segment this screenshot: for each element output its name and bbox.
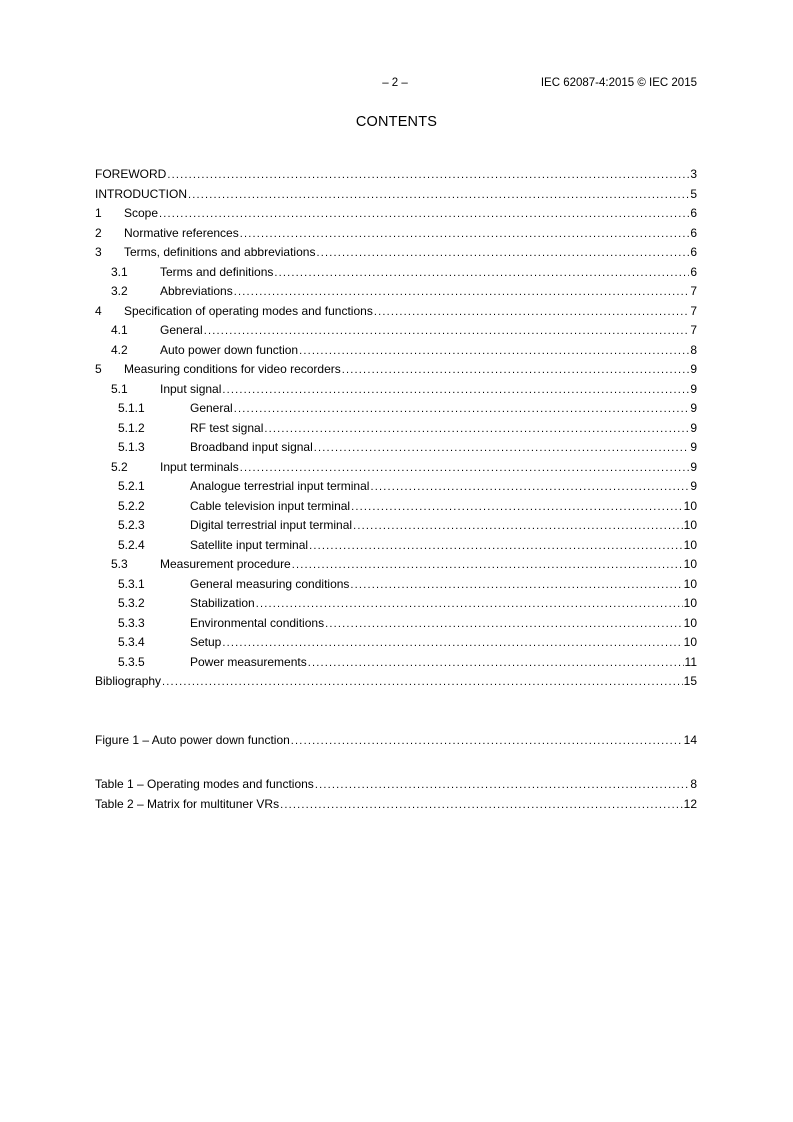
dot-leader: [240, 459, 690, 479]
page-title: CONTENTS: [355, 114, 438, 130]
toc-entry[interactable]: [95, 477, 697, 497]
toc-entry-label: Measuring conditions for video recorders: [124, 360, 342, 380]
toc-entry-label: Input signal: [160, 380, 222, 400]
toc-entry[interactable]: [95, 633, 697, 653]
toc-entry-number: 4.2: [111, 342, 128, 357]
toc-entry-label: Environmental conditions: [190, 614, 325, 634]
toc-entry[interactable]: [95, 360, 697, 380]
toc-entry-page: 9: [690, 479, 697, 493]
table-of-contents: [95, 165, 697, 692]
toc-entry-label: Setup: [190, 633, 222, 653]
list-of-tables: [95, 775, 697, 814]
dot-leader: [274, 264, 689, 284]
toc-entry-label: General: [160, 321, 204, 341]
toc-entry-page: 9: [690, 362, 697, 376]
toc-entry-page: 10: [683, 596, 697, 610]
toc-entry-label: Abbreviations: [160, 282, 234, 302]
toc-entry-number: 5.3.2: [118, 596, 145, 610]
toc-entry-number: 5.3.1: [118, 576, 145, 591]
toc-entry[interactable]: [95, 775, 697, 795]
toc-entry-label: Specification of operating modes and functions: [124, 302, 374, 322]
toc-entry-label: Measurement procedure: [160, 555, 292, 575]
toc-entry[interactable]: [95, 224, 697, 244]
document-reference: IEC 62087-4:2015 © IEC 2015: [540, 77, 697, 89]
toc-entry[interactable]: [95, 282, 697, 302]
toc-entry-page: 8: [690, 342, 697, 357]
toc-entry-page: 7: [690, 323, 697, 337]
dot-leader: [204, 322, 690, 342]
toc-entry-number: 5.1.1: [118, 401, 145, 415]
toc-entry-number: 3.1: [111, 264, 128, 279]
toc-entry[interactable]: [95, 204, 697, 224]
page-number: – 2 –: [382, 77, 408, 89]
toc-entry-page: 8: [690, 777, 697, 791]
toc-entry-label: Analogue terrestrial input terminal: [190, 477, 370, 497]
toc-entry-number: 3.2: [111, 284, 128, 298]
toc-entry-number: 4.1: [111, 323, 128, 337]
toc-entry-page: 10: [683, 537, 697, 552]
dot-leader: [353, 517, 683, 537]
dot-leader: [234, 400, 690, 420]
dot-leader: [292, 556, 683, 576]
toc-entry-number: 3: [95, 245, 102, 259]
toc-entry[interactable]: [95, 438, 697, 458]
toc-entry-label: Terms, definitions and abbreviations: [124, 243, 316, 263]
dot-leader: [315, 776, 690, 796]
toc-entry-number: 5.2.3: [118, 518, 145, 532]
toc-entry-label: Normative references: [124, 224, 240, 244]
toc-entry[interactable]: [95, 795, 697, 815]
toc-entry-number: 5.3.3: [118, 615, 145, 630]
toc-entry-page: 7: [690, 303, 697, 318]
toc-entry-label: Table 2 – Matrix for multituner VRs: [95, 795, 280, 815]
toc-entry[interactable]: [95, 653, 697, 673]
dot-leader: [308, 654, 684, 674]
toc-entry[interactable]: [95, 243, 697, 263]
dot-leader: [234, 283, 690, 303]
toc-entry-number: 5.1.3: [118, 440, 145, 454]
toc-entry-page: 6: [690, 245, 697, 259]
toc-entry-label: Digital terrestrial input terminal: [190, 516, 353, 536]
toc-entry-label: FOREWORD: [95, 165, 167, 185]
toc-entry-page: 15: [683, 674, 697, 688]
dot-leader: [188, 186, 689, 206]
toc-entry-page: 6: [690, 264, 697, 279]
toc-entry-label: Auto power down function: [160, 341, 299, 361]
toc-entry[interactable]: [95, 321, 697, 341]
toc-entry-page: 5: [690, 186, 697, 201]
toc-entry-number: 5.3: [111, 557, 128, 571]
dot-leader: [264, 420, 689, 440]
dot-leader: [342, 361, 690, 381]
dot-leader: [374, 303, 689, 323]
toc-entry-number: 5.2: [111, 459, 128, 474]
dot-leader: [167, 166, 689, 186]
toc-entry-page: 14: [683, 733, 697, 747]
toc-entry-number: 4: [95, 303, 102, 318]
dot-leader: [351, 498, 683, 518]
toc-entry-page: 10: [683, 635, 697, 649]
toc-entry-page: 6: [690, 206, 697, 220]
dot-leader: [240, 225, 690, 245]
toc-entry-page: 10: [683, 557, 697, 571]
dot-leader: [280, 796, 683, 816]
toc-entry-page: 9: [690, 401, 697, 415]
toc-entry-page: 11: [684, 654, 697, 669]
toc-entry-label: RF test signal: [190, 419, 264, 439]
toc-entry[interactable]: [95, 263, 697, 283]
toc-entry-label: Satellite input terminal: [190, 536, 309, 556]
toc-entry-page: 12: [683, 796, 697, 811]
toc-entry-page: 9: [690, 440, 697, 454]
toc-entry-page: 10: [683, 518, 697, 532]
dot-leader: [316, 244, 689, 264]
toc-entry-page: 9: [690, 459, 697, 474]
toc-entry[interactable]: [95, 536, 697, 556]
toc-entry[interactable]: [95, 614, 697, 634]
toc-entry[interactable]: [95, 185, 697, 205]
toc-entry-number: 5.1.2: [118, 420, 145, 435]
toc-entry-label: INTRODUCTION: [95, 185, 188, 205]
toc-entry[interactable]: [95, 516, 697, 536]
dot-leader: [159, 205, 689, 225]
toc-entry-number: 1: [95, 206, 102, 220]
dot-leader: [309, 537, 683, 557]
toc-entry[interactable]: [95, 419, 697, 439]
toc-entry-page: 6: [690, 225, 697, 240]
dot-leader: [314, 439, 690, 459]
toc-entry-number: 5.2.2: [118, 498, 145, 513]
toc-entry-label: Stabilization: [190, 594, 256, 614]
dot-leader: [370, 478, 689, 498]
toc-entry-label: Figure 1 – Auto power down function: [95, 731, 291, 751]
toc-entry-page: 10: [683, 498, 697, 513]
toc-entry-label: Bibliography: [95, 672, 162, 692]
toc-entry-label: General measuring conditions: [190, 575, 350, 595]
toc-entry-page: 9: [690, 381, 697, 396]
toc-entry-label: Table 1 – Operating modes and functions: [95, 775, 315, 795]
toc-entry-label: Input terminals: [160, 458, 240, 478]
toc-entry-label: Terms and definitions: [160, 263, 274, 283]
dot-leader: [350, 576, 682, 596]
toc-entry-label: Cable television input terminal: [190, 497, 351, 517]
toc-entry-number: 5.3.4: [118, 635, 145, 649]
dot-leader: [256, 595, 683, 615]
dot-leader: [162, 673, 683, 693]
toc-entry-number: 5: [95, 362, 102, 376]
dot-leader: [325, 615, 683, 635]
toc-entry[interactable]: [95, 380, 697, 400]
toc-entry-label: Scope: [124, 204, 159, 224]
toc-entry[interactable]: [95, 731, 697, 751]
toc-entry[interactable]: [95, 302, 697, 322]
toc-entry-number: 5.1: [111, 381, 128, 396]
toc-entry[interactable]: [95, 497, 697, 517]
dot-leader: [222, 381, 689, 401]
toc-entry-page: 9: [690, 420, 697, 435]
toc-entry[interactable]: [95, 594, 697, 614]
list-of-figures: [95, 731, 697, 751]
toc-entry[interactable]: [95, 165, 697, 185]
toc-entry-page: 10: [683, 576, 697, 591]
dot-leader: [291, 732, 683, 752]
toc-entry[interactable]: [95, 399, 697, 419]
toc-entry-page: 7: [690, 284, 697, 298]
toc-entry[interactable]: [95, 672, 697, 692]
toc-entry[interactable]: [95, 458, 697, 478]
toc-entry-label: General: [190, 399, 234, 419]
toc-entry-number: 5.2.1: [118, 479, 145, 493]
dot-leader: [222, 634, 682, 654]
toc-entry-page: 10: [683, 615, 697, 630]
toc-entry[interactable]: [95, 555, 697, 575]
toc-entry-label: Power measurements: [190, 653, 308, 673]
toc-entry-label: Broadband input signal: [190, 438, 314, 458]
toc-entry-number: 5.2.4: [118, 537, 145, 552]
dot-leader: [299, 342, 689, 362]
toc-entry[interactable]: [95, 575, 697, 595]
toc-entry-number: 2: [95, 225, 102, 240]
toc-entry[interactable]: [95, 341, 697, 361]
toc-entry-page: 3: [690, 167, 697, 181]
toc-entry-number: 5.3.5: [118, 654, 145, 669]
